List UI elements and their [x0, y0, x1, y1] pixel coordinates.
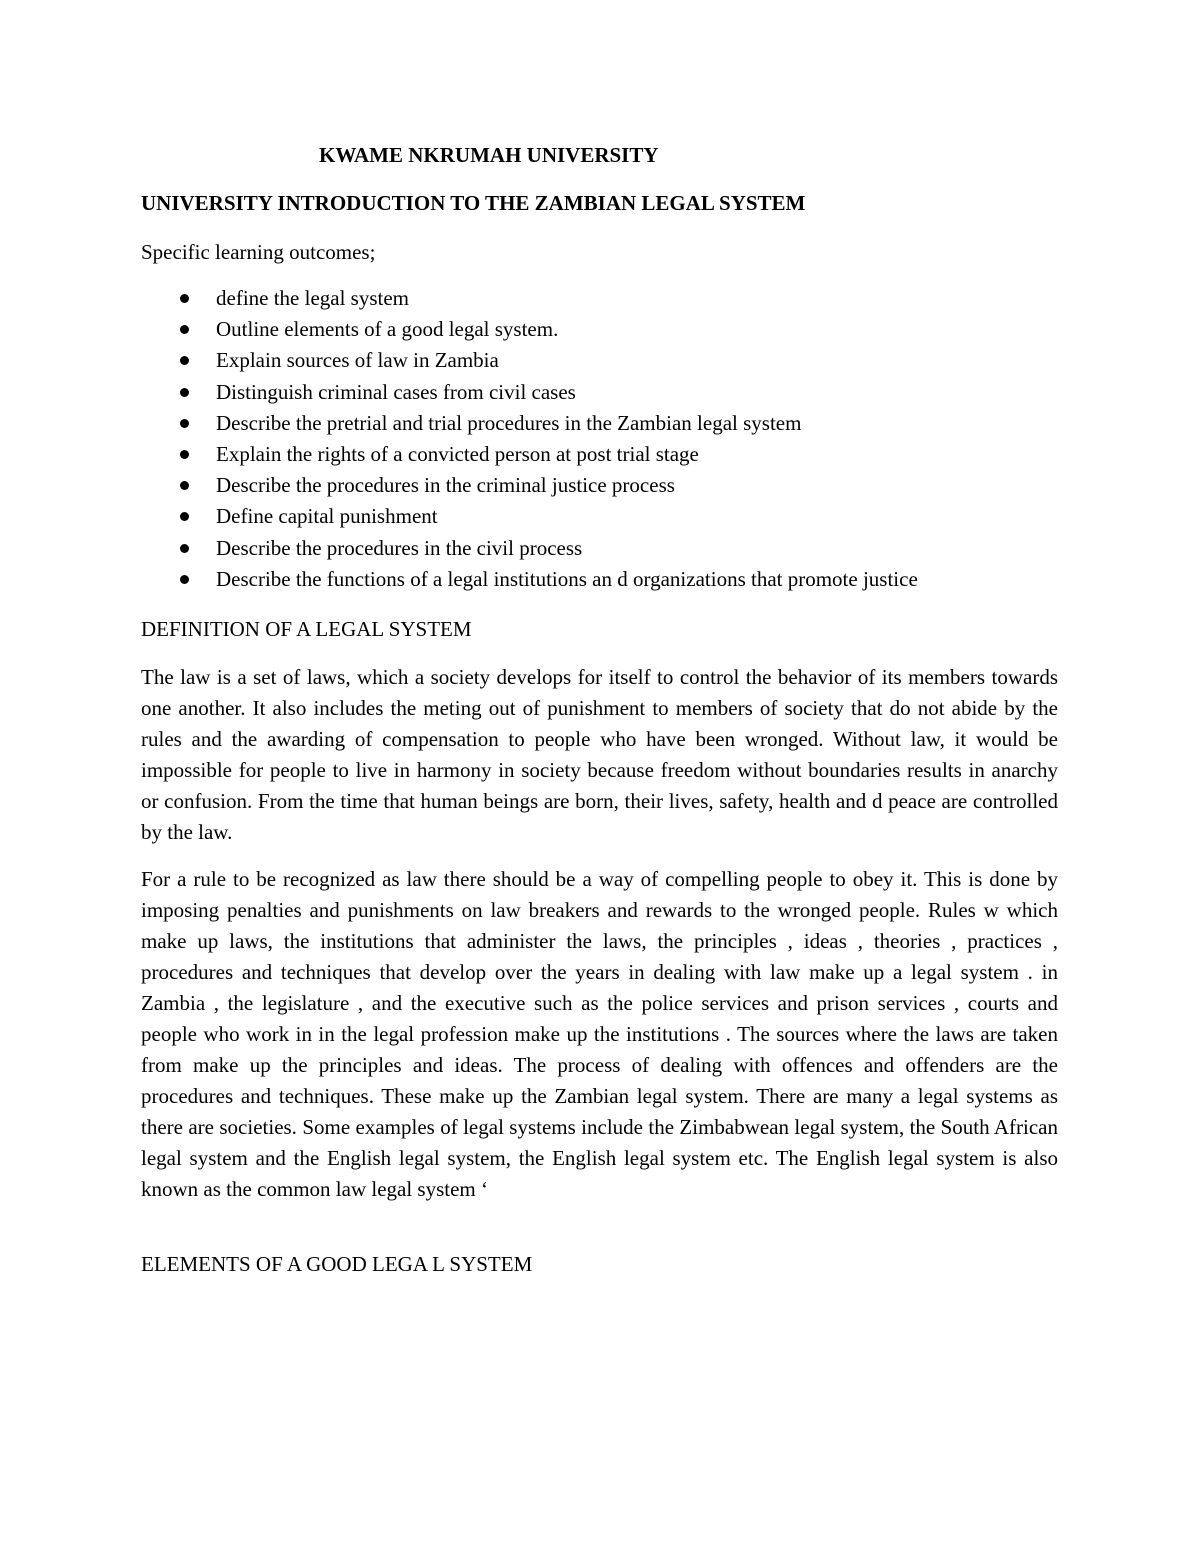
bullet-icon — [180, 356, 189, 365]
list-item — [141, 408, 1058, 439]
bullet-icon — [180, 450, 189, 459]
list-item-text: Describe the functions of a legal institutions an d organizations that promote justice — [216, 566, 918, 591]
section-heading-elements: ELEMENTS OF A GOOD LEGA L SYSTEM — [141, 1252, 533, 1277]
definition-paragraph: The law is a set of laws, which a society develops for itself to control the behavior of its members towards one another. It also includes the meting out of punishment to members of society that do not abide by the rules and the awarding of compensation to people who have been wronged. Without law, it would be impossible for people to live in harmony in society because freedom without boundaries results in anarchy or confusion. From the time that human beings are born, their lives, safety, health and d peace are controlled by the law. — [141, 665, 1058, 845]
document-content — [141, 140, 1058, 1280]
bullet-icon — [180, 325, 189, 334]
list-item-text: Describe the procedures in the criminal justice process — [216, 473, 675, 498]
bullet-icon — [180, 388, 189, 397]
university-title: KWAME NKRUMAH UNIVERSITY — [319, 143, 659, 167]
bullet-icon — [180, 512, 189, 521]
list-item — [141, 283, 1058, 314]
list-item-text: Describe the procedures in the civil process — [216, 535, 583, 560]
bullet-icon — [180, 481, 189, 490]
list-item-text: Outline elements of a good legal system. — [216, 317, 559, 342]
list-item — [141, 345, 1058, 376]
section-heading-definition: DEFINITION OF A LEGAL SYSTEM — [141, 617, 472, 642]
list-item — [141, 470, 1058, 501]
bullet-icon — [180, 419, 189, 428]
list-item-text: Distinguish criminal cases from civil cases — [216, 379, 576, 404]
learning-outcomes-list — [141, 283, 1058, 595]
rule-paragraph: For a rule to be recognized as law there should be a way of compelling people to obey it. This is done by imposing penalties and punishments on law breakers and rewards to the wronged people. Rules w which make up laws, the institutions that administer the laws, the principles , ideas , theories , practices , procedures and techniques that develop over the years in dealing with law make up a legal system . in Zambia , the legislature , and the executive such as the police services and prison services , courts and people who work in in the legal profession make up the institutions . The sources where the laws are taken from make up the principles and ideas. The process of dealing with offences and offenders are the procedures and techniques. These make up the Zambian legal system. There are many a legal systems as there are societies. Some examples of legal systems include the Zimbabwean legal system, the South African legal system and the English legal system, the English legal system etc. The English legal system is also known as the common law legal system ‘ — [141, 867, 1058, 1202]
list-item — [141, 314, 1058, 345]
list-item-text: Define capital punishment — [216, 504, 438, 529]
bullet-icon — [180, 575, 189, 584]
list-item — [141, 501, 1058, 532]
list-item-text: Explain the rights of a convicted person at post trial stage — [216, 442, 699, 467]
list-item-text: Explain sources of law in Zambia — [216, 348, 499, 373]
course-title: UNIVERSITY INTRODUCTION TO THE ZAMBIAN LEGAL SYSTEM — [141, 191, 806, 215]
list-item — [141, 439, 1058, 470]
outcomes-intro: Specific learning outcomes; — [141, 240, 376, 264]
bullet-icon — [180, 294, 189, 303]
list-item — [141, 377, 1058, 408]
bullet-icon — [180, 544, 189, 553]
list-item — [141, 564, 1058, 595]
list-item-text: Describe the pretrial and trial procedures in the Zambian legal system — [216, 410, 802, 435]
list-item-text: define the legal system — [216, 286, 410, 310]
list-item — [141, 533, 1058, 564]
